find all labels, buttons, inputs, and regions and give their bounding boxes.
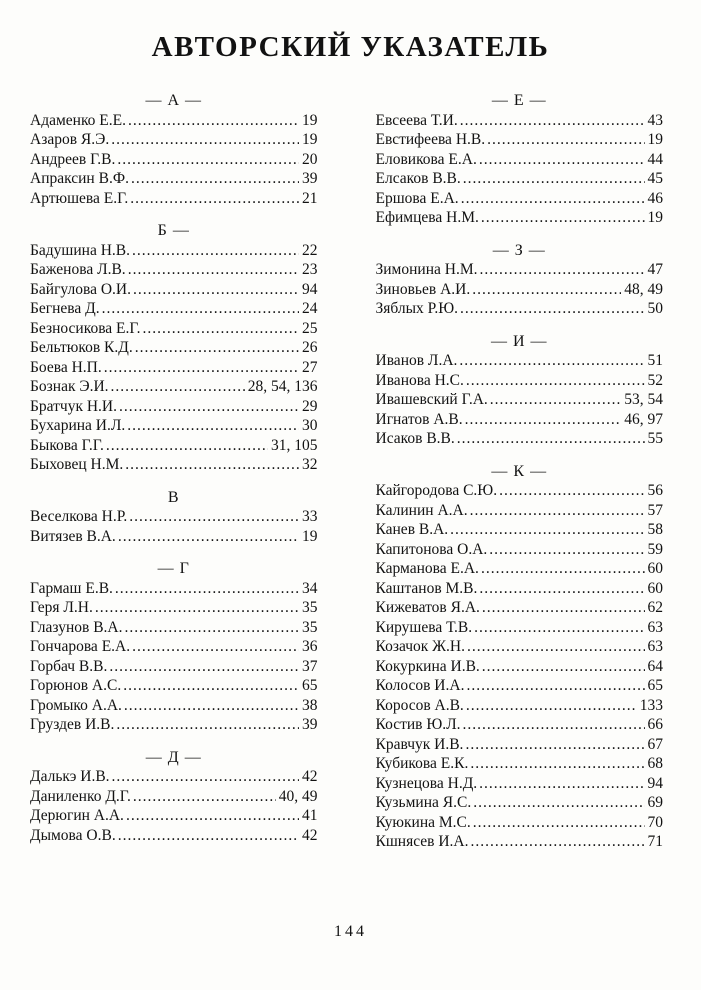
entry-pages: 63 — [647, 618, 663, 636]
index-columns — [30, 78, 663, 852]
entry-pages: 20 — [302, 150, 318, 168]
entry-author: Безносикова Е.Г. — [30, 319, 141, 337]
index-entry — [30, 169, 318, 189]
entry-pages: 29 — [302, 397, 318, 415]
dot-leader — [466, 371, 645, 391]
index-entry — [376, 793, 664, 813]
entry-pages: 65 — [647, 677, 663, 694]
entry-pages: 58 — [647, 521, 663, 538]
index-entry — [376, 540, 664, 560]
entry-author: Ефимцева Н.М. — [375, 209, 479, 226]
entry-pages: 36 — [302, 638, 318, 655]
dot-leader — [465, 735, 644, 755]
dot-leader — [479, 774, 644, 794]
dot-leader — [143, 319, 300, 339]
section-header: — Е — — [491, 92, 547, 109]
entry-pages: 19 — [647, 209, 663, 226]
entry-pages: 23 — [302, 261, 318, 278]
entry-author: Глазунов В.А. — [30, 618, 123, 636]
entry-author: Баженова Л.В. — [30, 261, 126, 278]
index-entry — [30, 527, 318, 547]
section-header: — И — — [490, 332, 548, 350]
index-entry — [30, 189, 318, 209]
entry-author: Костив Ю.Л. — [375, 716, 461, 733]
entry-pages: 26 — [302, 339, 318, 356]
entry-author: Козачок Ж.Н. — [375, 638, 465, 655]
entry-pages: 48, 49 — [624, 280, 663, 298]
entry-pages: 38 — [302, 696, 318, 714]
entry-pages: 70 — [647, 813, 663, 831]
index-entry — [376, 410, 664, 430]
index-entry — [376, 735, 664, 755]
entry-pages: 19 — [647, 131, 663, 148]
index-entry — [376, 351, 664, 371]
entry-author: Колосов И.А. — [375, 677, 465, 694]
entry-author: Кравчук И.В. — [375, 735, 464, 753]
dot-leader — [135, 338, 299, 358]
entry-pages: 47 — [647, 261, 663, 278]
index-entry — [30, 111, 318, 131]
entry-pages: 133 — [639, 696, 663, 714]
entry-author: Дерюгин А.А. — [30, 807, 124, 824]
entry-pages: 33 — [302, 508, 318, 525]
entry-pages: 21 — [302, 189, 318, 207]
entry-pages: 65 — [302, 677, 318, 694]
entry-author: Коросов А.В. — [375, 696, 464, 714]
entry-author: Веселкова Н.Р. — [30, 508, 128, 525]
entry-pages: 32 — [302, 456, 318, 473]
index-entry — [30, 150, 318, 170]
entry-pages: 35 — [302, 618, 318, 636]
entry-author: Иванов Л.А. — [375, 352, 458, 369]
entry-pages: 45 — [647, 170, 663, 187]
entry-pages: 44 — [647, 150, 663, 168]
entry-author: Игнатов А.В. — [375, 410, 463, 428]
index-entry — [376, 676, 664, 696]
entry-pages: 52 — [647, 371, 663, 389]
entry-author: Кубикова Е.К. — [375, 755, 469, 772]
entry-pages: 60 — [647, 560, 663, 577]
index-entry — [30, 676, 318, 696]
index-entry — [30, 436, 318, 456]
entry-author: Кижеватов Я.А. — [375, 599, 480, 616]
index-entry — [376, 481, 664, 501]
dot-leader — [450, 520, 644, 540]
entry-pages: 19 — [302, 131, 318, 148]
index-entry — [30, 579, 318, 599]
index-entry — [376, 657, 664, 677]
dot-leader — [116, 715, 299, 735]
index-entry — [376, 130, 664, 150]
entry-author: Исаков В.В. — [375, 430, 455, 447]
entry-pages: 28, 54, 136 — [247, 378, 318, 395]
index-entry — [376, 754, 664, 774]
dot-leader — [479, 260, 644, 280]
dot-leader — [111, 130, 299, 150]
entry-pages: 94 — [647, 774, 663, 792]
dot-leader — [125, 455, 299, 475]
index-entry — [30, 806, 318, 826]
entry-author: Кокуркина И.В. — [375, 657, 480, 675]
entry-author: Карманова Е.А. — [375, 560, 479, 577]
index-entry — [376, 559, 664, 579]
entry-author: Куюкина М.С. — [375, 813, 471, 831]
index-entry — [376, 637, 664, 657]
index-entry — [376, 696, 664, 716]
index-entry — [30, 826, 318, 846]
entry-author: Адаменко Е.Е. — [30, 111, 126, 129]
dot-leader — [104, 358, 299, 378]
dot-leader — [133, 280, 299, 300]
page-title: АВТОРСКИЙ УКАЗАТЕЛЬ — [151, 31, 550, 63]
dot-leader — [463, 715, 645, 735]
dot-leader — [95, 598, 299, 618]
entry-author: Евсеева Т.И. — [375, 111, 458, 129]
entry-pages: 53, 54 — [624, 391, 663, 408]
entry-author: Быкова Г.Г. — [30, 436, 104, 454]
entry-author: Ершова Е.А. — [375, 189, 459, 207]
entry-pages: 37 — [302, 657, 318, 675]
dot-leader — [470, 832, 644, 852]
entry-pages: 46 — [647, 189, 663, 207]
entry-author: Елсаков В.В. — [375, 170, 461, 187]
dot-leader — [463, 169, 645, 189]
entry-author: Ивашевский Г.А. — [375, 391, 488, 408]
section-header: — Г — [157, 560, 190, 577]
dot-leader — [479, 579, 644, 599]
entry-author: Зяблых Р.Ю. — [375, 300, 459, 317]
dot-leader — [128, 260, 299, 280]
index-entry — [30, 455, 318, 475]
index-column-left — [30, 78, 318, 852]
dot-leader — [489, 540, 644, 560]
entry-pages: 68 — [647, 755, 663, 772]
entry-author: Бельтюков К.Д. — [30, 339, 133, 356]
dot-leader — [470, 754, 644, 774]
entry-author: Кирушева Т.В. — [375, 618, 473, 636]
entry-author: Зимонина Н.М. — [375, 261, 478, 278]
entry-author: Канев В.А. — [375, 521, 449, 538]
index-entry — [30, 358, 318, 378]
entry-pages: 66 — [647, 716, 663, 733]
index-entry — [376, 715, 664, 735]
index-page — [0, 30, 701, 990]
section-header: — К — — [491, 462, 548, 480]
dot-leader — [467, 637, 645, 657]
entry-author: Витязев В.А. — [30, 527, 116, 545]
index-entry — [376, 429, 664, 449]
index-entry — [30, 696, 318, 716]
entry-author: Геря Л.Н. — [30, 599, 93, 616]
dot-leader — [487, 130, 644, 150]
entry-pages: 34 — [302, 579, 318, 597]
index-entry — [376, 774, 664, 794]
entry-pages: 19 — [302, 527, 318, 545]
index-entry — [376, 111, 664, 131]
entry-pages: 63 — [647, 638, 663, 655]
entry-pages: 31, 105 — [271, 436, 318, 454]
index-column-right — [376, 78, 664, 852]
entry-author: Громыко А.А. — [30, 696, 122, 714]
index-entry — [30, 416, 318, 436]
entry-author: Иванова Н.С. — [375, 371, 464, 389]
index-entry — [30, 767, 318, 787]
index-entry — [376, 390, 664, 410]
index-entry — [376, 618, 664, 638]
entry-pages: 19 — [302, 111, 318, 129]
entry-author: Еловикова Е.А. — [375, 150, 477, 168]
entry-author: Быховец Н.М. — [30, 456, 124, 473]
index-entry — [376, 579, 664, 599]
entry-author: Артюшева Е.Г. — [30, 189, 129, 207]
entry-author: Груздев И.В. — [30, 716, 115, 733]
entry-pages: 42 — [302, 826, 318, 844]
dot-leader — [482, 657, 645, 677]
index-entry — [30, 319, 318, 339]
entry-author: Бухарина И.Л. — [30, 417, 126, 434]
entry-author: Байгулова О.И. — [30, 280, 131, 298]
dot-leader — [124, 618, 299, 638]
dot-leader — [133, 787, 276, 807]
entry-pages: 67 — [647, 735, 663, 753]
entry-author: Апраксин В.Ф. — [30, 170, 129, 187]
entry-pages: 57 — [647, 501, 663, 519]
dot-leader — [130, 189, 299, 209]
entry-author: Дымова О.В. — [30, 826, 116, 844]
section-header: Б — — [157, 222, 190, 239]
index-entry — [376, 501, 664, 521]
entry-author: Бадушина Н.В. — [30, 241, 130, 259]
dot-leader — [126, 806, 299, 826]
entry-author: Андреев Г.В. — [30, 150, 116, 168]
dot-leader — [474, 618, 644, 638]
entry-author: Кузьмина Я.С. — [375, 794, 472, 811]
entry-pages: 51 — [647, 352, 663, 369]
entry-author: Евстифеева Н.В. — [375, 131, 486, 148]
entry-author: Боева Н.П. — [30, 358, 102, 376]
index-entry — [30, 397, 318, 417]
dot-leader — [115, 579, 299, 599]
dot-leader — [460, 299, 644, 319]
dot-leader — [132, 637, 299, 657]
index-entry — [376, 208, 664, 228]
dot-leader — [111, 377, 245, 397]
entry-author: Азаров Я.Э. — [30, 131, 110, 148]
dot-leader — [466, 676, 644, 696]
entry-author: Зиновьев А.И. — [375, 280, 471, 298]
dot-leader — [473, 813, 645, 833]
index-entry — [30, 260, 318, 280]
index-entry — [30, 598, 318, 618]
dot-leader — [112, 767, 299, 787]
dot-leader — [119, 397, 299, 417]
index-entry — [30, 377, 318, 397]
index-entry — [30, 299, 318, 319]
index-entry — [376, 260, 664, 280]
entry-pages: 35 — [302, 599, 318, 616]
entry-author: Горюнов А.С. — [30, 677, 122, 694]
entry-pages: 46, 97 — [624, 410, 663, 428]
dot-leader — [472, 280, 621, 300]
entry-author: Каштанов М.В. — [375, 579, 478, 597]
entry-pages: 69 — [647, 794, 663, 811]
entry-pages: 24 — [302, 300, 318, 317]
dot-leader — [102, 299, 299, 319]
dot-leader — [128, 111, 299, 131]
index-entry — [376, 280, 664, 300]
dot-leader — [490, 390, 621, 410]
entry-author: Капитонова О.А. — [375, 540, 488, 558]
entry-pages: 94 — [302, 280, 318, 298]
index-entry — [376, 520, 664, 540]
index-entry — [30, 507, 318, 527]
dot-leader — [481, 559, 645, 579]
index-entry — [376, 832, 664, 852]
entry-author: Кшнясев И.А. — [375, 833, 469, 850]
entry-pages: 50 — [647, 300, 663, 317]
dot-leader — [466, 696, 637, 716]
index-entry — [376, 299, 664, 319]
dot-leader — [118, 527, 299, 547]
dot-leader — [470, 501, 645, 521]
dot-leader — [124, 696, 299, 716]
index-entry — [30, 787, 318, 807]
dot-leader — [109, 657, 299, 677]
dot-leader — [117, 150, 299, 170]
entry-pages: 25 — [302, 319, 318, 337]
dot-leader — [131, 169, 299, 189]
index-entry — [30, 338, 318, 358]
dot-leader — [479, 150, 645, 170]
index-entry — [376, 150, 664, 170]
section-header: — А — — [145, 92, 203, 109]
entry-pages: 41 — [302, 807, 318, 824]
dot-leader — [129, 507, 299, 527]
dot-leader — [482, 598, 645, 618]
section-header: — З — — [492, 241, 546, 259]
dot-leader — [499, 481, 644, 501]
entry-author: Далькэ И.В. — [30, 768, 110, 785]
entry-pages: 40, 49 — [278, 787, 318, 805]
entry-author: Кайгородова С.Ю. — [375, 482, 498, 499]
entry-author: Горбач В.В. — [30, 657, 108, 675]
dot-leader — [127, 416, 299, 436]
dot-leader — [459, 351, 644, 371]
index-entry — [30, 618, 318, 638]
entry-pages: 30 — [302, 417, 318, 434]
index-entry — [376, 813, 664, 833]
dot-leader — [123, 676, 299, 696]
dot-leader — [461, 189, 645, 209]
index-entry — [30, 130, 318, 150]
page-number: 144 — [334, 923, 367, 940]
index-entry — [30, 241, 318, 261]
index-entry — [30, 280, 318, 300]
index-entry — [376, 169, 664, 189]
index-entry — [30, 637, 318, 657]
entry-author: Гончарова Е.А. — [30, 638, 131, 655]
entry-pages: 59 — [647, 540, 663, 558]
entry-pages: 39 — [302, 170, 318, 187]
entry-pages: 71 — [647, 833, 663, 850]
entry-author: Даниленко Д.Г. — [30, 787, 131, 805]
section-header: — Д — — [145, 748, 202, 766]
entry-pages: 62 — [647, 599, 663, 616]
index-entry — [376, 371, 664, 391]
entry-pages: 43 — [647, 111, 663, 129]
dot-leader — [457, 429, 645, 449]
entry-pages: 64 — [647, 657, 663, 675]
index-entry — [376, 598, 664, 618]
dot-leader — [481, 208, 645, 228]
dot-leader — [460, 111, 645, 131]
dot-leader — [118, 826, 299, 846]
index-entry — [30, 715, 318, 735]
entry-pages: 60 — [647, 579, 663, 597]
entry-pages: 22 — [302, 241, 318, 259]
entry-author: Бегнева Д. — [30, 300, 100, 317]
index-entry — [376, 189, 664, 209]
entry-pages: 39 — [302, 716, 318, 733]
index-entry — [30, 657, 318, 677]
dot-leader — [132, 241, 299, 261]
entry-author: Калинин А.А. — [375, 501, 468, 519]
entry-author: Братчук Н.И. — [30, 397, 117, 415]
dot-leader — [106, 436, 268, 456]
entry-author: Гармаш Е.В. — [30, 579, 113, 597]
section-header: В — [167, 488, 180, 506]
entry-pages: 56 — [647, 482, 663, 499]
entry-pages: 42 — [302, 768, 318, 785]
entry-pages: 55 — [647, 430, 663, 447]
dot-leader — [465, 410, 622, 430]
entry-author: Кузнецова Н.Д. — [375, 774, 478, 792]
dot-leader — [473, 793, 644, 813]
entry-pages: 27 — [302, 358, 318, 376]
entry-author: Бознак Э.И. — [30, 378, 109, 395]
